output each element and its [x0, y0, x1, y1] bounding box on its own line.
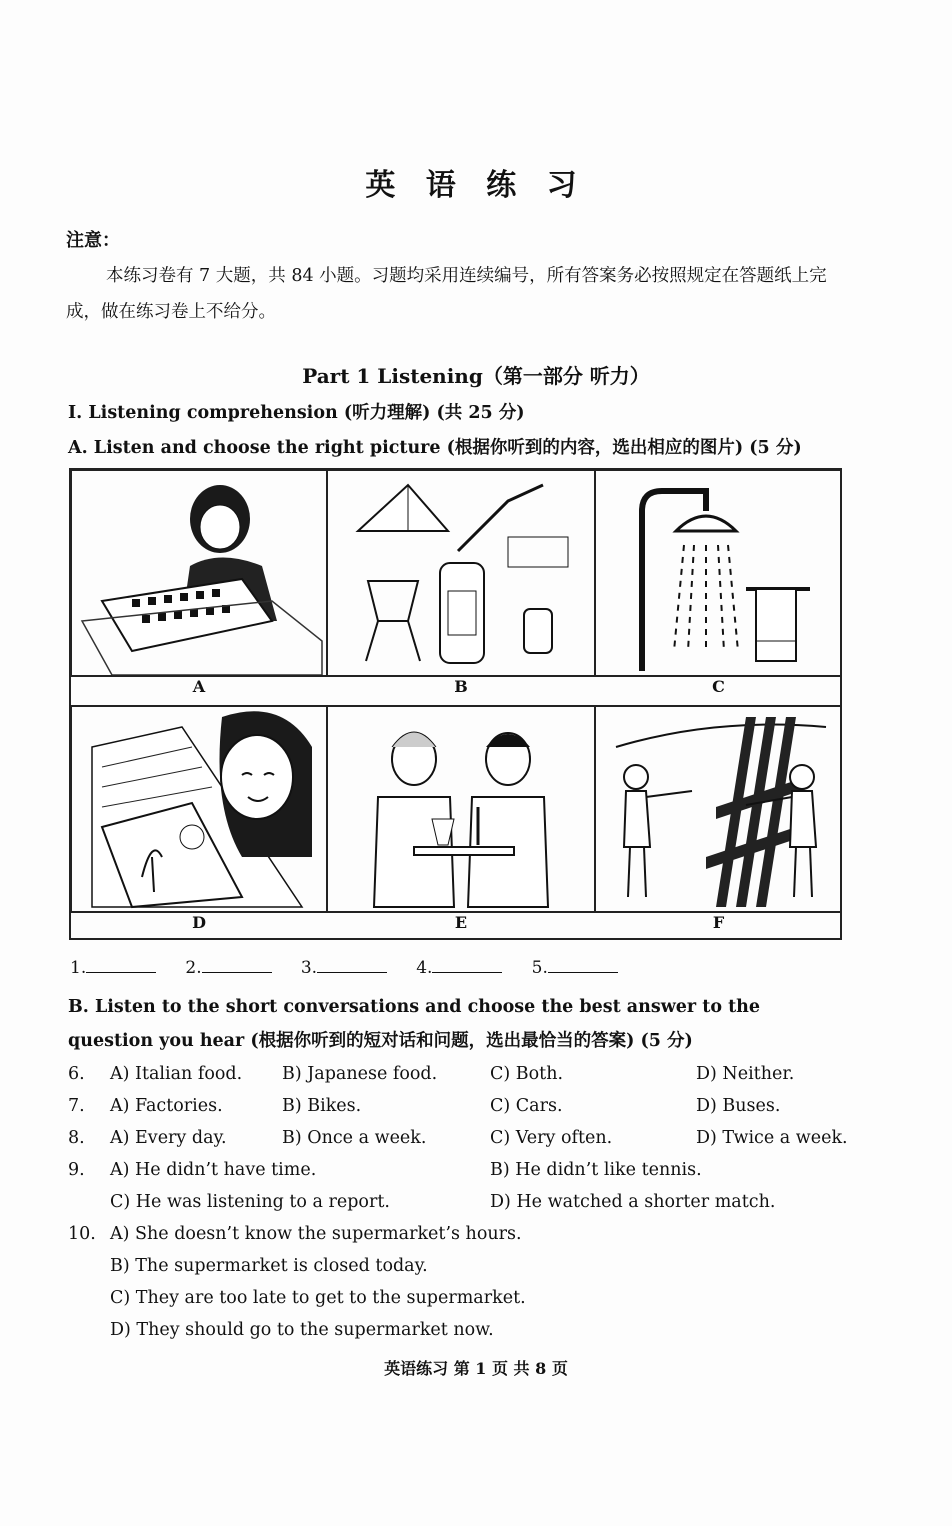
question-8-number: 8.: [68, 1128, 85, 1148]
letter-row-1: [71, 676, 842, 706]
q9-option-a: A) He didn’t have time.: [110, 1160, 317, 1180]
q8-option-d: D) Twice a week.: [696, 1128, 848, 1148]
section-b-title: B. Listen to the short conversations and choose the best answer to the question you hear (根据你听到的短对话和问题，选出最恰当的答案) (5 分): [68, 997, 761, 1051]
section-1-title: I. Listening comprehension (听力理解) (共 25 分): [68, 403, 525, 423]
note-label: 注意：: [66, 230, 120, 251]
q6-option-b: B) Japanese food.: [282, 1064, 438, 1084]
men-arguing-fence-icon: [596, 707, 841, 911]
girl-with-postcard-icon: [72, 707, 325, 911]
camping-gear-icon: [328, 471, 594, 675]
picture-cell-d: [71, 706, 327, 932]
part-title: Part 1 Listening（第一部分 听力）: [302, 364, 650, 388]
blank-5[interactable]: 5.: [532, 958, 642, 978]
section-a-title: A. Listen and choose the right picture (根据你听到的内容，选出相应的图片) (5 分): [68, 438, 802, 458]
q7-option-b: B) Bikes.: [282, 1096, 362, 1116]
question-10-number: 10.: [68, 1224, 96, 1244]
answer-blanks: [70, 958, 642, 978]
q10-option-d: D) They should go to the supermarket now.: [110, 1320, 494, 1340]
picture-grid: [69, 468, 842, 940]
question-6-number: 6.: [68, 1064, 85, 1084]
blank-4[interactable]: 4.: [416, 958, 526, 978]
picture-cell-e: [327, 706, 595, 932]
blank-3[interactable]: 3.: [301, 958, 411, 978]
picture-letter-c: C: [712, 677, 725, 696]
note-body: 本练习卷有 7 大题，共 84 小题。习题均采用连续编号，所有答案务必按照规定在答题纸上完成，做在练习卷上不给分。: [66, 266, 827, 322]
picture-letter-b: B: [454, 677, 468, 696]
q8-option-a: A) Every day.: [110, 1128, 227, 1148]
q10-option-b: B) The supermarket is closed today.: [110, 1256, 428, 1276]
scientists-lab-icon: [328, 707, 594, 911]
page-footer: 英语练习 第 1 页 共 8 页: [384, 1359, 568, 1378]
q9-option-b: B) He didn’t like tennis.: [490, 1160, 702, 1180]
q7-option-a: A) Factories.: [110, 1096, 223, 1116]
q6-option-a: A) Italian food.: [110, 1064, 243, 1084]
q10-option-c: C) They are too late to get to the supermarket.: [110, 1288, 526, 1308]
q9-option-d: D) He watched a shorter match.: [490, 1192, 776, 1212]
letter-row-2: [71, 912, 842, 940]
q7-option-d: D) Buses.: [696, 1096, 781, 1116]
picture-cell-f: [595, 706, 842, 932]
picture-letter-f: F: [712, 913, 725, 932]
q7-option-c: C) Cars.: [490, 1096, 563, 1116]
page-title: 英 语 练 习: [365, 168, 587, 203]
question-9-number: 9.: [68, 1160, 85, 1180]
girl-playing-chess-icon: [72, 471, 325, 675]
q8-option-b: B) Once a week.: [282, 1128, 427, 1148]
picture-cell-a: [71, 470, 327, 696]
shower-icon: [596, 471, 841, 675]
q10-option-a: A) She doesn’t know the supermarket’s hours.: [110, 1224, 522, 1244]
blank-2[interactable]: 2.: [185, 958, 295, 978]
blank-1[interactable]: 1.: [70, 958, 180, 978]
q9-option-c: C) He was listening to a report.: [110, 1192, 390, 1212]
question-7-number: 7.: [68, 1096, 85, 1116]
q8-option-c: C) Very often.: [490, 1128, 613, 1148]
q6-option-d: D) Neither.: [696, 1064, 795, 1084]
picture-cell-c: [595, 470, 842, 696]
q6-option-c: C) Both.: [490, 1064, 564, 1084]
picture-cell-b: [327, 470, 595, 696]
picture-letter-a: A: [192, 677, 206, 696]
picture-letter-d: D: [192, 913, 206, 932]
picture-letter-e: E: [454, 913, 468, 932]
